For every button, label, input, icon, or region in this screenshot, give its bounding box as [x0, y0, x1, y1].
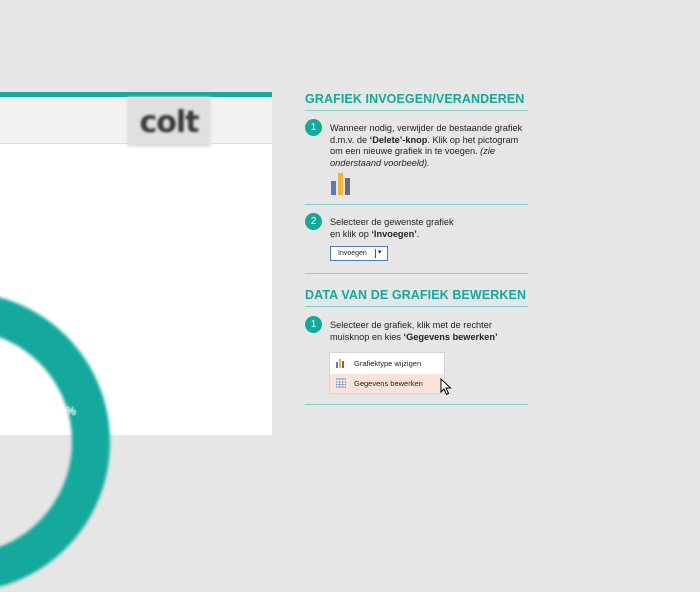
step-text	[330, 217, 460, 240]
menu-item-edit-data[interactable]	[330, 374, 444, 393]
section-divider	[305, 110, 528, 111]
step-number: 1	[305, 316, 322, 333]
dropdown-arrow-icon[interactable]: ▾	[378, 249, 382, 256]
section-divider	[305, 273, 528, 274]
section-title-insert-chart: GRAFIEK INVOEGEN/VERANDEREN	[305, 92, 525, 106]
colt-logo	[127, 97, 211, 147]
step-text-part: . Klik op het pictogram om een nieuwe grafiek in te voegen.	[330, 134, 519, 156]
step-text-bold: ‘Invoegen’	[371, 228, 417, 239]
logo-text: colt	[139, 104, 199, 140]
bar-chart-icon[interactable]	[331, 173, 351, 195]
step-text-part: Selecteer de gewenste grafiek en klik op	[330, 217, 454, 239]
menu-item-change-chart-type[interactable]	[330, 354, 444, 373]
step-text-bold: ‘Gegevens bewerken’	[403, 331, 498, 342]
context-menu	[329, 352, 445, 394]
section-divider	[305, 306, 528, 307]
menu-item-label: Gegevens bewerken	[354, 379, 423, 388]
step-text	[330, 320, 530, 343]
insert-button[interactable]	[330, 246, 388, 261]
insert-button-label: Invoegen	[338, 250, 367, 257]
mouse-cursor-icon	[440, 378, 452, 396]
step-text-part: .	[416, 228, 420, 239]
step-text-italic: (zie onderstaand voorbeeld).	[330, 146, 495, 168]
menu-item-label: Grafiektype wijzigen	[354, 359, 422, 368]
step-text	[330, 123, 530, 169]
section-divider	[305, 404, 528, 405]
step-text-part: Wanneer nodig, verwijder de bestaande grafiek d.m.v. de	[330, 123, 523, 145]
step-number: 1	[305, 119, 322, 136]
edit-data-icon	[336, 378, 346, 388]
donut-percentage-label: 40%	[52, 404, 77, 418]
section-divider	[305, 204, 528, 205]
button-separator	[375, 249, 376, 258]
step-text-bold: ‘Delete’-knop	[369, 134, 428, 145]
section-title-edit-data: DATA VAN DE GRAFIEK BEWERKEN	[305, 288, 527, 302]
step-number: 2	[305, 213, 322, 230]
chart-type-icon	[336, 358, 346, 368]
step-text-part: Selecteer de grafiek, klik met de rechter muisknop en kies	[330, 320, 492, 342]
